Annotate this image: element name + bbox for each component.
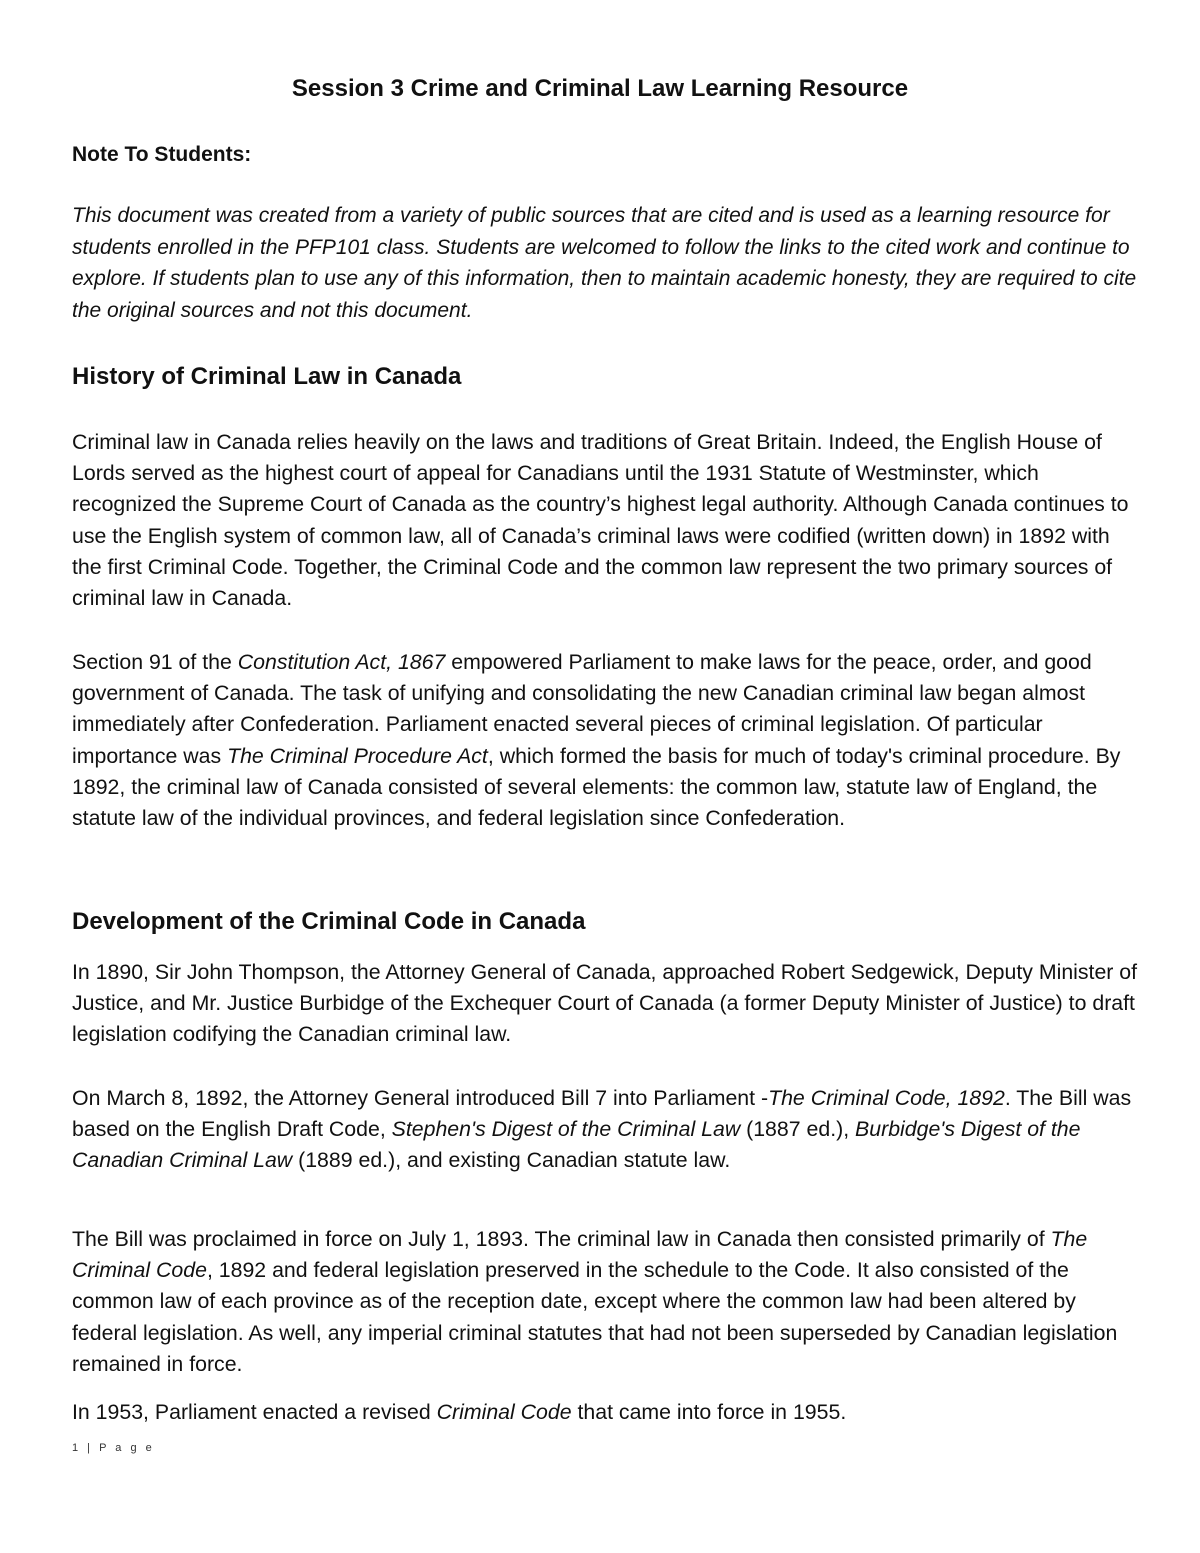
stephens-digest-title: Stephen's Digest of the Criminal Law — [391, 1117, 741, 1142]
dev-p2-text-c: . The Bill was based on the English Draft Code, — [72, 1086, 1132, 1142]
development-heading: Development of the Criminal Code in Canada — [72, 908, 586, 935]
burbidges-digest-title: Burbidge's Digest of the Canadian Criminal Law — [72, 1117, 1081, 1173]
constitution-act-title: Constitution Act, 1867 — [237, 650, 446, 674]
development-paragraph-4 — [72, 1397, 1142, 1428]
dev-p3-text-c: , 1892 and federal legislation preserved in the schedule to the Code. It also consisted of the common law of each province as of the reception date, except where the common law had been altered by federal legislation. As well, any imperial criminal statutes that had not been superseded by Canadian legislation remained in force. — [72, 1258, 1118, 1376]
page-number-footer: 1 | P a g e — [72, 1442, 155, 1454]
development-paragraph-3 — [72, 1224, 1142, 1380]
dev-p2-text-e: (1887 ed.), — [740, 1117, 856, 1142]
history-p2-text-e: , which formed the basis for much of today's criminal procedure. By 1892, the criminal law of Canada consisted of several elements: the common law, statute law of England, the statute law of the individual provinces, and federal legislation since Confederation. — [72, 743, 1121, 831]
development-paragraph-2 — [72, 1083, 1142, 1177]
revised-criminal-code-title: Criminal Code — [436, 1400, 572, 1424]
note-label: Note To Students: — [72, 143, 252, 166]
history-paragraph-2 — [72, 647, 1142, 834]
note-text: This document was created from a variety of public sources that are cited and is used as a learning resource for students enrolled in the PFP101 class. Students are welcomed to follow the links to the cited work and continue to explore. If students plan to use any of this information, then to maintain academic honesty, they are required to cite the original sources and not this document. — [72, 204, 1137, 322]
dev-p4-text-c: that came into force in 1955. — [571, 1400, 847, 1424]
dev-p3-text-a: The Bill was proclaimed in force on July 1, 1893. The criminal law in Canada then consisted primarily of — [72, 1227, 1051, 1251]
development-paragraph-1: In 1890, Sir John Thompson, the Attorney General of Canada, approached Robert Sedgewick, Deputy Minister of Justice, and Mr. Justice Burbidge of the Exchequer Court of Canada (a former Deputy Minister of Justice) to draft legislation codifying the Canadian criminal law. — [72, 960, 1138, 1047]
dev-p2-text-g: (1889 ed.), and existing Canadian statute law. — [292, 1148, 731, 1173]
criminal-code-title: The Criminal Code — [72, 1227, 1088, 1283]
history-p2-text-c: empowered Parliament to make laws for the peace, order, and good government of Canada. The task of unifying and consolidating the new Canadian criminal law began almost immediately after Confederation. Parliament enacted several pieces of criminal legislation. Of particular importance was — [72, 650, 1092, 768]
criminal-code-1892-title: The Criminal Code, 1892 — [768, 1086, 1005, 1110]
dev-p2-text-a: On March 8, 1892, the Attorney General introduced Bill 7 into Parliament - — [72, 1086, 769, 1110]
criminal-procedure-act-title: The Criminal Procedure Act — [227, 743, 488, 768]
history-p2-text-a: Section 91 of the — [72, 650, 238, 674]
dev-p4-text-a: In 1953, Parliament enacted a revised — [72, 1400, 437, 1424]
history-heading: History of Criminal Law in Canada — [72, 363, 462, 390]
history-paragraph-1: Criminal law in Canada relies heavily on the laws and traditions of Great Britain. Indeed, the English House of Lords served as the highest court of appeal for Canadians until the 1931 Statute of Westminster, which recognized the Supreme Court of Canada as the country’s highest legal authority. Although Canada continues to use the English system of common law, all of Canada’s criminal laws were codified (written down) in 1892 with the first Criminal Code. Together, the Criminal Code and the common law represent the two primary sources of criminal law in Canada. — [72, 430, 1129, 611]
document-title: Session 3 Crime and Criminal Law Learning Resource — [291, 75, 909, 102]
